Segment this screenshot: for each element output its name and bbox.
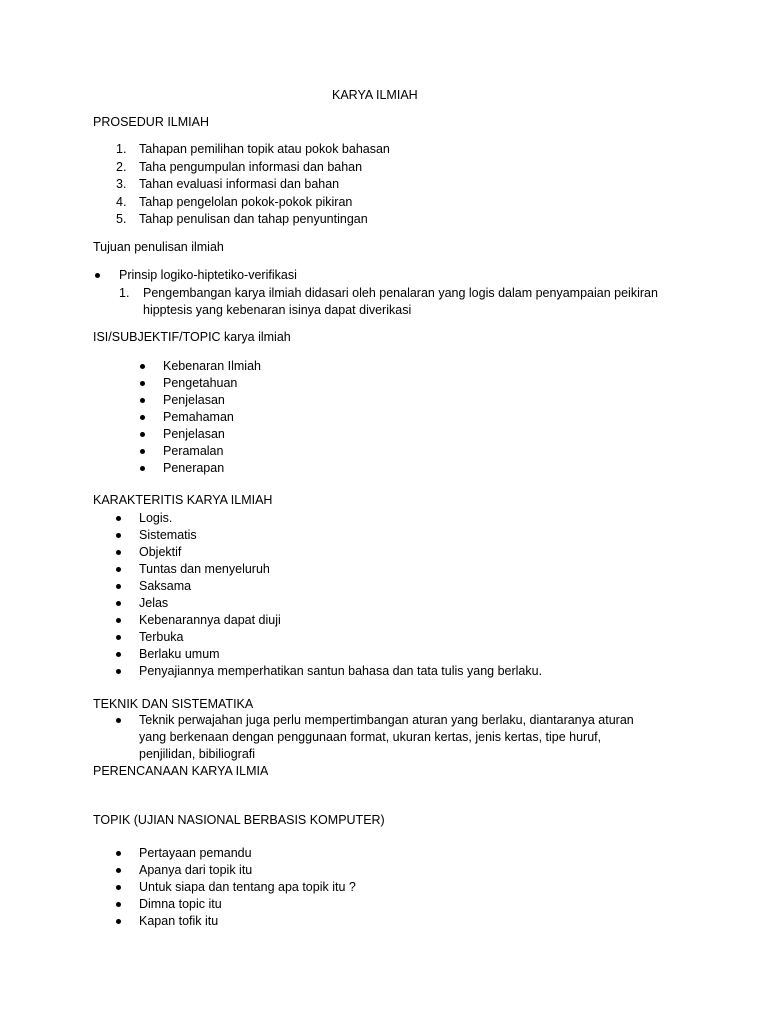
section-heading-topik: TOPIK (UJIAN NASIONAL BERBASIS KOMPUTER) [93,813,385,827]
bullet-icon [116,601,121,606]
list-item: Tahap pengelolan pokok-pokok pikiran [139,195,353,209]
list-item: Prinsip logiko-hiptetiko-verifikasi [119,268,297,282]
list-number: 3. [116,177,127,191]
list-number: 5. [116,212,127,226]
bullet-icon [116,919,121,924]
section-heading-prosedur: PROSEDUR ILMIAH [93,115,209,129]
section-heading-karakteristis: KARAKTERITIS KARYA ILMIAH [93,493,273,507]
list-item: Apanya dari topik itu [139,863,253,877]
list-item: Peramalan [163,444,224,458]
list-item: Taha pengumpulan informasi dan bahan [139,160,363,174]
bullet-icon [116,550,121,555]
list-item-line: Teknik perwajahan juga perlu mempertimbangan aturan yang berlaku, diantaranya aturan [139,713,634,727]
bullet-icon [116,618,121,623]
list-item: Untuk siapa dan tentang apa topik itu ? [139,880,356,894]
list-item-line: yang berkenaan dengan penggunaan format, ukuran kertas, jenis kertas, tipe huruf, [139,730,602,744]
list-item: Jelas [139,596,169,610]
bullet-icon [140,415,145,420]
list-number: 1. [119,286,130,300]
list-number: 2. [116,160,127,174]
list-item: Sistematis [139,528,197,542]
list-item: Tahapan pemilihan topik atau pokok bahasan [139,142,390,156]
list-item: Pengetahuan [163,376,238,390]
bullet-icon [116,885,121,890]
bullet-icon [116,902,121,907]
list-item: Tahan evaluasi informasi dan bahan [139,177,340,191]
list-item-line: hipptesis yang kebenaran isinya dapat diverikasi [143,303,412,317]
bullet-icon [116,516,121,521]
list-item: Berlaku umum [139,647,220,661]
bullet-icon [140,432,145,437]
list-item: Tuntas dan menyeluruh [139,562,270,576]
list-item: Kebenaran Ilmiah [163,359,261,373]
list-item: Kapan tofik itu [139,914,219,928]
bullet-icon [140,381,145,386]
bullet-icon [116,718,121,723]
list-number: 4. [116,195,127,209]
document-title: KARYA ILMIAH [332,88,418,102]
section-heading-isi: ISI/SUBJEKTIF/TOPIC karya ilmiah [93,330,291,344]
list-item-line: penjilidan, bibiliografi [139,747,256,761]
list-item: Tahap penulisan dan tahap penyuntingan [139,212,368,226]
bullet-icon [140,398,145,403]
bullet-icon [116,584,121,589]
bullet-icon [95,273,100,278]
list-item: Kebenarannya dapat diuji [139,613,281,627]
bullet-icon [116,652,121,657]
list-item: Penerapan [163,461,225,475]
section-heading-tujuan: Tujuan penulisan ilmiah [93,240,224,254]
bullet-icon [116,669,121,674]
bullet-icon [140,364,145,369]
bullet-icon [116,567,121,572]
bullet-icon [140,449,145,454]
section-heading-teknik: TEKNIK DAN SISTEMATIKA [93,697,254,711]
list-item: Penjelasan [163,427,225,441]
bullet-icon [116,635,121,640]
list-item: Penjelasan [163,393,225,407]
list-item-line: Pengembangan karya ilmiah didasari oleh penalaran yang logis dalam penyampaian peikiran [143,286,658,300]
list-item: Objektif [139,545,182,559]
list-item: Saksama [139,579,192,593]
list-item: Terbuka [139,630,184,644]
list-number: 1. [116,142,127,156]
list-item: Pertayaan pemandu [139,846,252,860]
section-heading-perencanaan: PERENCANAAN KARYA ILMIA [93,764,269,778]
bullet-icon [116,851,121,856]
bullet-icon [140,466,145,471]
list-item: Logis. [139,511,173,525]
list-item: Dimna topic itu [139,897,222,911]
list-item: Pemahaman [163,410,234,424]
list-item: Penyajiannya memperhatikan santun bahasa dan tata tulis yang berlaku. [139,664,543,678]
bullet-icon [116,533,121,538]
bullet-icon [116,868,121,873]
